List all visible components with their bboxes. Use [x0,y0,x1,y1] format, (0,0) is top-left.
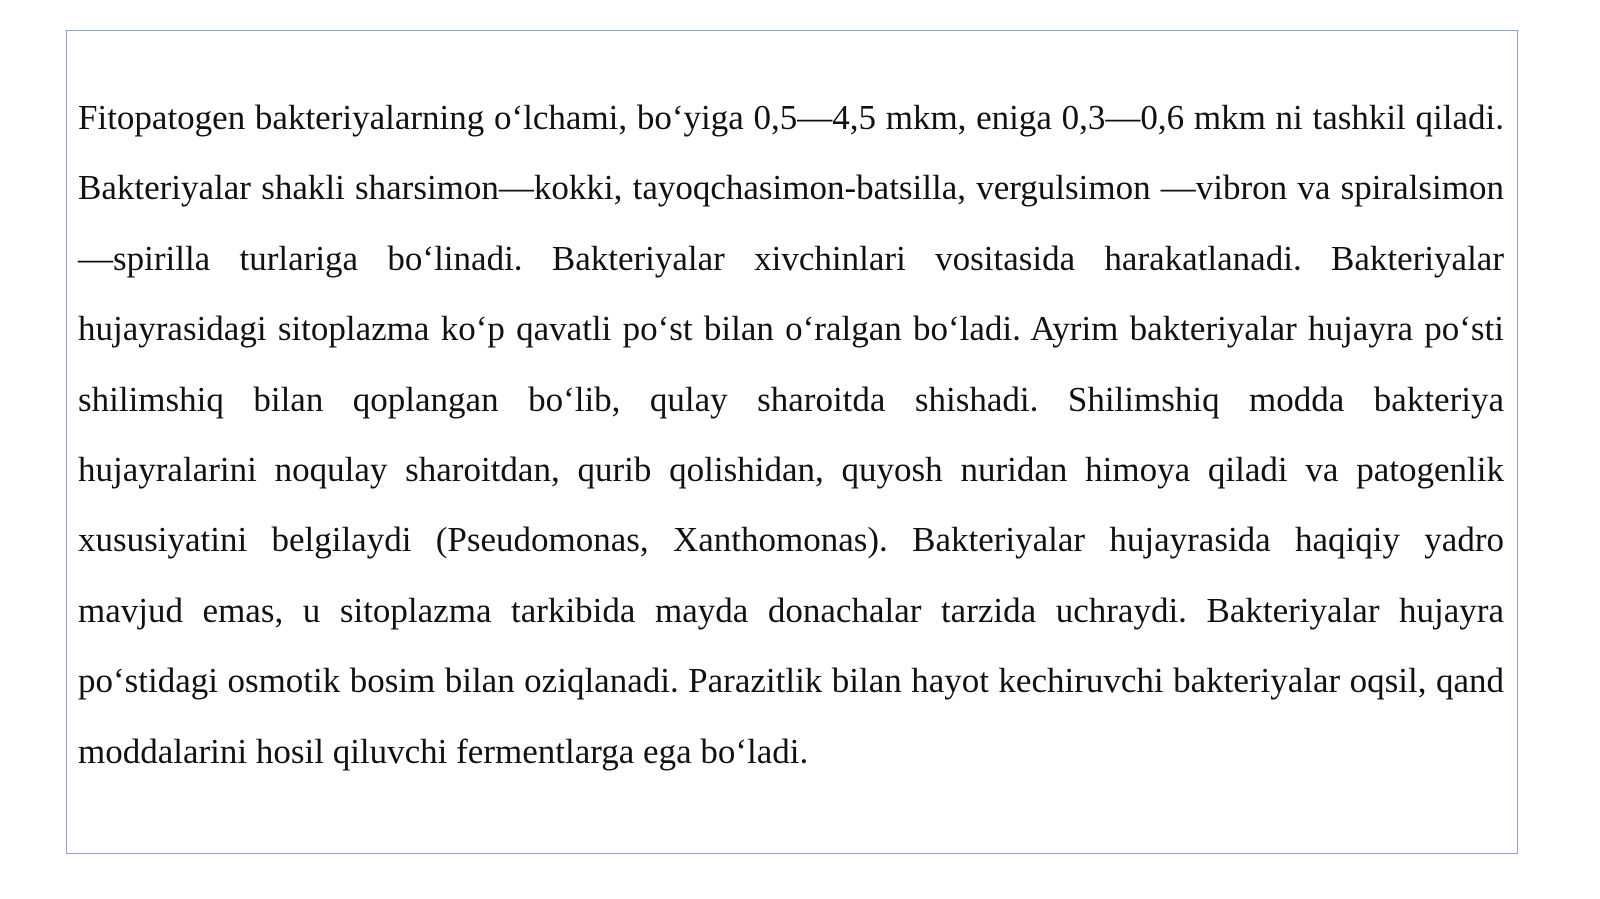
body-paragraph: Fitopatogen bakteriyalarning o‘lchami, bo‘yiga 0,5—4,5 mkm, eniga 0,3—0,6 mkm ni tashkil qiladi. Bakteriyalar shakli sharsimon—kokki, tayoqchasimon-batsilla, vergulsimon —vibron va spiralsimon—spirilla turlariga bo‘linadi. Bakteriyalar xivchinlari vositasida harakatlanadi. Bakteriyalar hujayrasidagi sitoplazma ko‘p qavatli po‘st bilan o‘ralgan bo‘ladi. Ayrim bakteriyalar hujayra po‘sti shilimshiq bilan qoplangan bo‘lib, qulay sharoitda shishadi. Shilimshiq modda bakteriya hujayralarini noqulay sharoitdan, qurib qolishidan, quyosh nuridan himoya qiladi va patogenlik xususiyatini belgilaydi (Pseudomonas, Xanthomonas). Bakteriyalar hujayrasida haqiqiy yadro mavjud emas, u sitoplazma tarkibida mayda donachalar tarzida uchraydi. Bakteriyalar hujayra po‘stidagi osmotik bosim bilan oziqlanadi. Parazitlik bilan hayot kechiruvchi bakteriyalar oqsil, qand moddalarini hosil qiluvchi fermentlarga ega bo‘ladi. [78,98,1504,771]
text-box[interactable] [66,30,1518,854]
